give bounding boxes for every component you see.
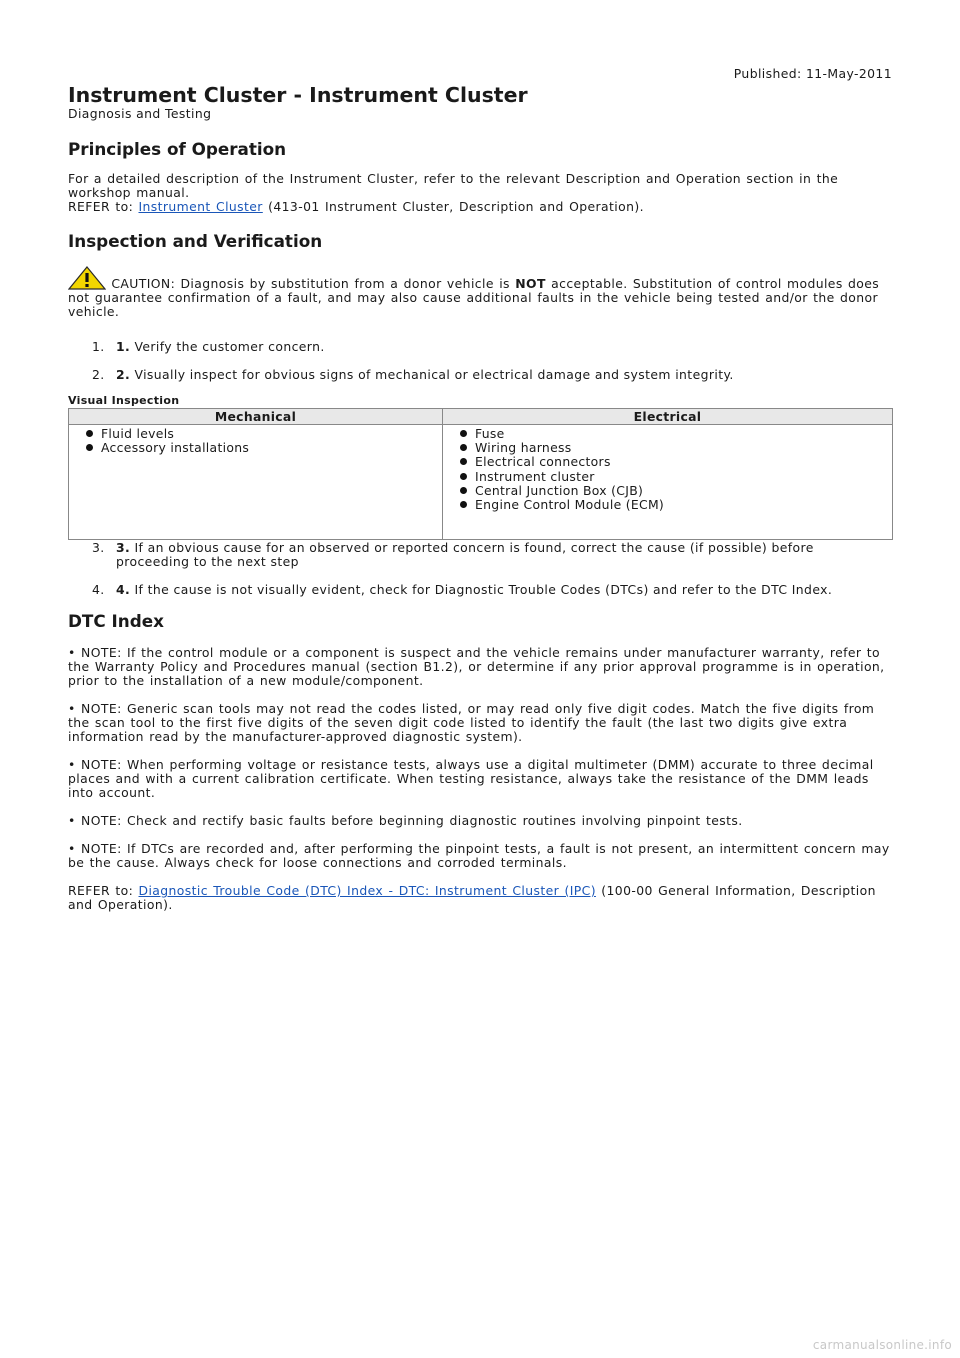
visual-inspection-label: Visual Inspection <box>68 394 180 407</box>
list-item: Fuse <box>475 427 892 441</box>
page-subtitle: Diagnosis and Testing <box>68 106 212 121</box>
refer-label: REFER to: <box>68 199 139 214</box>
list-item: Central Junction Box (CJB) <box>475 484 892 498</box>
bullet-icon <box>460 430 467 437</box>
warning-triangle-icon <box>68 266 106 290</box>
page-title: Instrument Cluster - Instrument Cluster <box>68 83 528 107</box>
caution-block <box>68 266 892 319</box>
dtc-refer-paragraph <box>68 884 892 912</box>
dtc-note-1: • NOTE: If the control module or a component is suspect and the vehicle remains under manufacturer warranty, refer to the Warranty Policy and Procedures manual (section B1.2), or determine if any prior approval programme is in operation, prior to the installation of a new module/component. <box>68 645 885 688</box>
watermark: carmanualsonline.info <box>812 1338 952 1352</box>
bullet-icon <box>86 430 93 437</box>
list-item: Accessory installations <box>101 441 442 455</box>
step-text: If an obvious cause for an observed or reported concern is found, correct the cause (if possible) before proceeding to the next step <box>116 540 814 569</box>
bullet-icon <box>460 444 467 451</box>
step-label: 4. <box>116 582 131 597</box>
caution-text-suffix: acceptable. Substitution of control modules does not guarantee confirmation of a fault, and may also cause additional faults in the vehicle being tested and/or the donor vehicle. <box>68 276 880 319</box>
step-label: 1. <box>116 339 131 354</box>
caution-text-prefix: CAUTION: Diagnosis by substitution from a donor vehicle is <box>106 276 516 291</box>
step-number: 2. <box>92 367 105 382</box>
bullet-icon <box>86 444 93 451</box>
inspection-heading: Inspection and Verification <box>68 231 323 251</box>
step-label: 2. <box>116 367 131 382</box>
visual-inspection-table <box>68 408 893 540</box>
mechanical-cell <box>69 425 443 540</box>
instrument-cluster-link[interactable]: Instrument Cluster <box>138 199 263 214</box>
bullet-icon <box>460 487 467 494</box>
bullet-icon <box>460 501 467 508</box>
dtc-heading: DTC Index <box>68 611 164 631</box>
dtc-index-link[interactable]: Diagnostic Trouble Code (DTC) Index - DTC: Instrument Cluster (IPC) <box>138 883 596 898</box>
dtc-note-3: • NOTE: When performing voltage or resistance tests, always use a digital multimeter (DMM) accurate to three decimal places and with a current calibration certificate. When testing resistance, always take the resistance of the DMM leads into account. <box>68 757 874 800</box>
step-text: Verify the customer concern. <box>130 339 325 354</box>
step-label: 3. <box>116 540 131 555</box>
dtc-note-4: • NOTE: Check and rectify basic faults before beginning diagnostic routines involving pinpoint tests. <box>68 813 743 828</box>
dtc-note-2: • NOTE: Generic scan tools may not read the codes listed, or may read only five digit codes. Match the five digits from the scan tool to the first five digits of the seven digit code listed to identify the fault (the last two digits give extra information read by the manufacturer-approved diagnostic system). <box>68 701 875 744</box>
published-date: Published: 11-May-2011 <box>733 66 892 81</box>
principles-paragraph <box>68 172 892 214</box>
mechanical-column-header: Mechanical <box>69 409 443 425</box>
refer-suffix: (100-00 General Information, Description and Operation). <box>68 883 876 912</box>
bullet-icon <box>460 458 467 465</box>
list-item: Fluid levels <box>101 427 442 441</box>
list-item: Instrument cluster <box>475 470 892 484</box>
dtc-note-5: • NOTE: If DTCs are recorded and, after performing the pinpoint tests, a fault is not present, an intermittent concern may be the cause. Always check for loose connections and corroded terminals. <box>68 841 890 870</box>
step-text: Visually inspect for obvious signs of mechanical or electrical damage and system integrity. <box>130 367 734 382</box>
principles-text: For a detailed description of the Instrument Cluster, refer to the relevant Description and Operation section in the workshop manual. <box>68 171 839 200</box>
list-item: Engine Control Module (ECM) <box>475 498 892 512</box>
caution-emphasis: NOT <box>515 276 546 291</box>
electrical-cell <box>443 425 893 540</box>
bullet-icon <box>460 473 467 480</box>
list-item: Wiring harness <box>475 441 892 455</box>
step-number: 1. <box>92 339 105 354</box>
list-item: Electrical connectors <box>475 455 892 469</box>
refer-suffix: (413-01 Instrument Cluster, Description and Operation). <box>262 199 644 214</box>
step-number: 3. <box>92 540 105 555</box>
electrical-column-header: Electrical <box>443 409 893 425</box>
step-number: 4. <box>92 582 105 597</box>
principles-heading: Principles of Operation <box>68 139 287 159</box>
step-text: If the cause is not visually evident, check for Diagnostic Trouble Codes (DTCs) and refer to the DTC Index. <box>130 582 833 597</box>
refer-label: REFER to: <box>68 883 139 898</box>
